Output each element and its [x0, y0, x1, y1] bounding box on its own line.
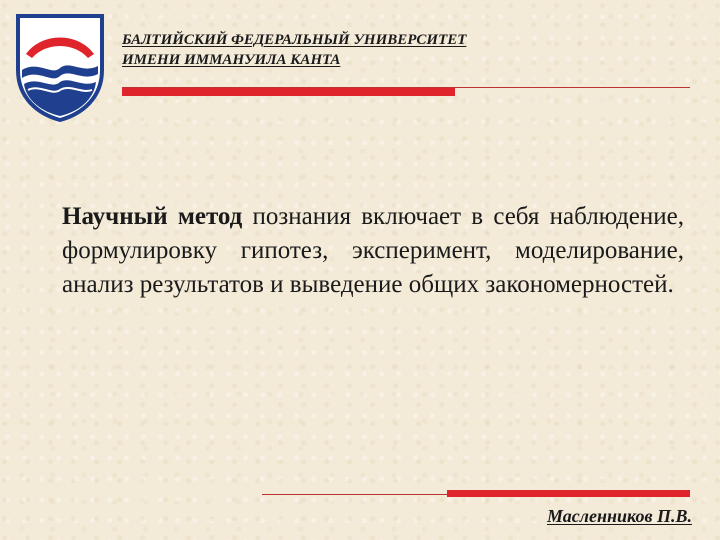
header-accent-bar [122, 88, 455, 96]
main-paragraph [62, 200, 684, 302]
university-logo-icon [12, 10, 108, 124]
paragraph-text: познания включает в себя наблюдение, формулировку гипотез, эксперимент, моделирование, анализ результатов и выведение общих закономерностей. [62, 203, 684, 298]
footer-accent-bar [447, 490, 690, 497]
university-name [122, 30, 466, 70]
university-name-line1: БАЛТИЙСКИЙ ФЕДЕРАЛЬНЫЙ УНИВЕРСИТЕТ [122, 32, 467, 48]
author-name: Масленников П.В. [547, 506, 692, 526]
university-name-line2: ИМЕНИ ИММАНУИЛА КАНТА [122, 52, 341, 68]
bold-term: Научный метод [62, 203, 243, 230]
footer-thin-rule [262, 494, 450, 495]
